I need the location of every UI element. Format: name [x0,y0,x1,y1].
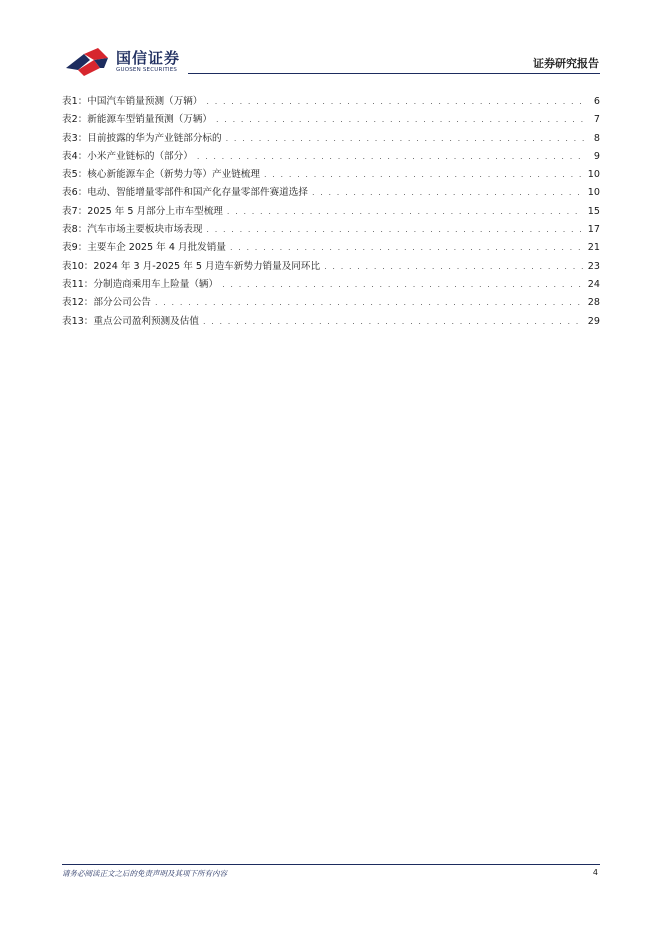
toc-entry-page: 9 [593,150,600,162]
toc-entry-label: 表5： [62,169,88,181]
report-type-label: 证券研究报告 [533,57,599,70]
toc-entry-label: 表4： [62,150,88,162]
toc-entry[interactable] [62,221,600,239]
table-of-contents [62,93,600,331]
toc-entry-label: 表3： [62,132,88,144]
toc-entry[interactable] [62,258,600,276]
toc-entry-page: 28 [587,297,600,309]
toc-entry-page: 23 [587,260,600,272]
guosen-logo-icon [64,46,110,78]
toc-dot-leader [324,258,584,276]
toc-entry[interactable] [62,313,600,331]
toc-entry-title: 汽车市场主要板块市场表现 [87,224,203,236]
toc-entry[interactable] [62,166,600,184]
toc-entry-page: 10 [587,169,600,181]
toc-entry-title: 重点公司盈利预测及估值 [93,315,199,327]
toc-entry-title: 小米产业链标的（部分） [87,150,193,162]
footer-divider [62,864,600,865]
header-divider [188,73,600,74]
toc-entry[interactable] [62,111,600,129]
toc-entry[interactable] [62,184,600,202]
toc-dot-leader [264,166,584,184]
toc-entry-page: 21 [587,242,600,254]
toc-dot-leader [227,203,584,221]
toc-entry-title: 主要车企 2025 年 4 月批发销量 [87,242,226,254]
toc-entry-label: 表9： [62,242,88,254]
toc-dot-leader [155,294,584,312]
toc-entry-page: 8 [593,132,600,144]
toc-entry-label: 表6： [62,187,88,199]
toc-entry-title: 中国汽车销量预测（万辆） [87,96,203,107]
toc-entry-page: 15 [587,205,600,217]
toc-entry-label: 表7： [62,205,88,217]
toc-entry-page: 29 [587,315,600,327]
toc-entry-page: 10 [587,187,600,199]
toc-entry[interactable] [62,203,600,221]
toc-entry-label: 表10： [62,260,94,272]
toc-entry-title: 新能源车型销量预测（万辆） [87,114,213,126]
logo-chinese-name: 国信证券 [116,49,181,67]
toc-entry-title: 分制造商乘用车上险量（辆） [93,278,219,290]
toc-entry-title: 2024 年 3 月-2025 年 5 月造车新势力销量及同环比 [93,260,321,272]
footer-disclaimer: 请务必阅读正文之后的免责声明及其项下所有内容 [62,869,227,878]
toc-dot-leader [206,93,584,111]
toc-dot-leader [226,130,584,148]
toc-dot-leader [197,148,584,166]
toc-dot-leader [203,313,584,331]
toc-entry-label: 表1： [62,96,88,107]
guosen-logo [64,46,194,78]
toc-entry-label: 表8： [62,224,88,236]
toc-dot-leader [216,111,584,129]
toc-entry-label: 表2： [62,114,88,126]
toc-dot-leader [230,239,584,257]
page-number: 4 [592,868,598,877]
toc-entry-page: 17 [587,224,600,236]
toc-entry-title: 核心新能源车企（新势力等）产业链梳理 [87,169,260,181]
toc-entry-label: 表13： [62,315,94,327]
page-header [0,0,662,80]
toc-entry[interactable] [62,93,600,111]
toc-entry[interactable] [62,130,600,148]
toc-entry[interactable] [62,294,600,312]
toc-dot-leader [206,221,583,239]
toc-entry[interactable] [62,148,600,166]
toc-entry-title: 部分公司公告 [93,297,151,309]
toc-entry-label: 表12： [62,297,94,309]
toc-entry-page: 6 [593,96,600,107]
toc-entry-title: 目前披露的华为产业链部分标的 [87,132,222,144]
toc-entry[interactable] [62,239,600,257]
toc-dot-leader [222,276,584,294]
toc-entry-label: 表11： [62,278,94,290]
toc-entry-title: 2025 年 5 月部分上市车型梳理 [87,205,223,217]
toc-entry-page: 7 [593,114,600,126]
toc-entry[interactable] [62,276,600,294]
toc-entry-title: 电动、智能增量零部件和国产化存量零部件赛道选择 [87,187,308,199]
toc-dot-leader [312,184,584,202]
logo-english-name: GUOSEN SECURITIES [116,67,178,73]
toc-entry-page: 24 [587,278,600,290]
